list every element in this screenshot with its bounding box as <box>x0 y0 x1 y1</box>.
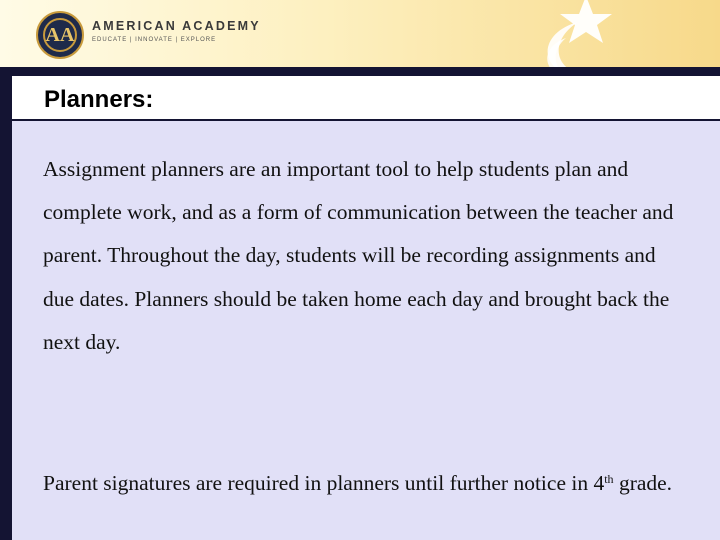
left-frame-bar <box>0 67 12 540</box>
slide-title: Planners: <box>44 86 154 113</box>
star-swoosh-icon <box>528 0 720 67</box>
signature-notice-text: Parent signatures are required in planners until further notice in 4 <box>43 471 605 495</box>
title-bar <box>12 67 720 121</box>
seal-monogram: AA <box>43 18 77 52</box>
brand-tagline: EDUCATE | INNOVATE | EXPLORE <box>92 37 217 43</box>
content-panel <box>12 121 720 540</box>
signature-notice <box>43 462 683 505</box>
signature-notice-end: grade. <box>613 471 673 495</box>
brand-name: AMERICAN ACADEMY <box>92 19 261 33</box>
ordinal-suffix: th <box>604 472 614 486</box>
brand-block <box>92 19 261 43</box>
slide-header <box>0 0 720 67</box>
planner-description: Assignment planners are an important tool to help students plan and complete work, and as a form of communication between the teacher and parent. Throughout the day, students will be recording assignments and due dates. Planners should be taken home each day and brought back the next day. <box>43 157 674 354</box>
academy-seal-logo <box>36 11 84 59</box>
